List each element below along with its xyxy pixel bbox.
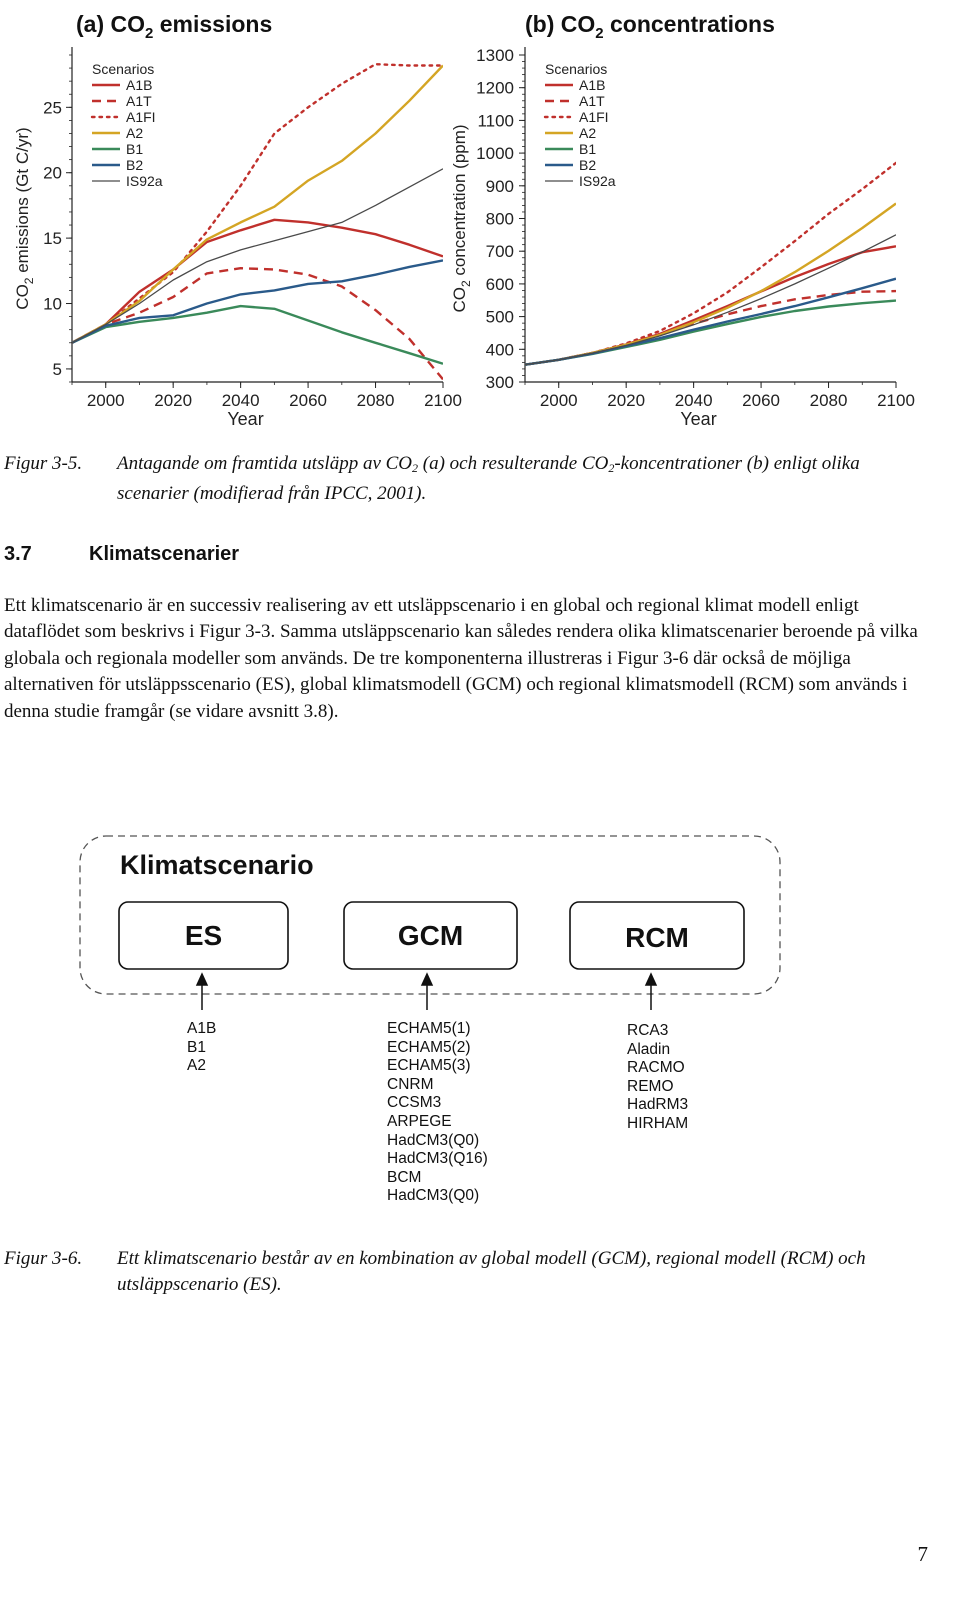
gcm-option: ECHAM5(3): [387, 1057, 471, 1075]
rcm-option: RACMO: [627, 1059, 685, 1077]
x-tick-label: 2040: [674, 391, 713, 410]
y-tick-label: 800: [485, 209, 514, 229]
x-tick-label: 2080: [356, 391, 395, 410]
y-tick-label: 15: [43, 229, 62, 249]
y-tick-label: 5: [52, 359, 62, 379]
series-line-is92a: [525, 235, 896, 365]
legend-label: IS92a: [126, 173, 163, 189]
rcm-option: Aladin: [627, 1040, 671, 1058]
x-tick-label: 2000: [539, 391, 578, 410]
gcm-option: ARPEGE: [387, 1112, 452, 1130]
x-tick-label: 2100: [424, 391, 462, 410]
y-tick-label: 1200: [476, 78, 514, 98]
rcm-option: HIRHAM: [627, 1114, 689, 1132]
legend-label: IS92a: [579, 173, 616, 189]
es-options-list: [187, 1020, 216, 1076]
gcm-label: GCM: [397, 919, 464, 951]
x-tick-label: 2000: [86, 391, 125, 410]
series-line-b1: [72, 306, 443, 364]
legend-label: A2: [579, 125, 597, 141]
series-line-b2: [525, 279, 896, 365]
chart-title: (b) $CO_2$ concentrations: [525, 11, 775, 42]
figure-3-5-caption-label: Figur 3-5.: [4, 453, 83, 474]
y-tick-label: 20: [43, 163, 62, 183]
figure-3-5-charts: [0, 0, 960, 440]
y-tick-label: 400: [485, 340, 514, 360]
rcm-label: RCM: [625, 921, 689, 953]
series-line-a2: [525, 204, 896, 365]
y-tick-label: 500: [485, 307, 514, 327]
y-tick-label: 1300: [476, 46, 514, 65]
gcm-arrowhead: [422, 974, 432, 985]
es-arrowhead: [197, 974, 207, 985]
rcm-arrowhead: [646, 974, 656, 985]
y-axis-label: $CO_2$ emissions (Gt C/yr): [13, 127, 36, 310]
body-paragraph: Ett klimatscenario är en successiv realisering av ett utsläppscenario i en global och regional klimat modell enligt dataflödet som beskrivs i Figur 3-3. Samma utsläppscenario kan således rendera olika klimatscenarier beroende på vilka globala och regionala modeller som används. De tre komponenterna illustreras i Figur 3-6 där också de möjliga alternativen för utsläppsscenario (ES), global klimatsmodell (GCM) och regional klimatsmodell (RCM) som används i denna studie framgår (se vidare avsnitt 3.8).: [4, 595, 918, 722]
figure-3-6-caption-label: Figur 3-6.: [4, 1248, 83, 1269]
legend-label: A1B: [579, 77, 606, 93]
gcm-option: CCSM3: [387, 1094, 442, 1112]
climate-scenario-diagram: [70, 830, 810, 1230]
legend-label: A1B: [126, 77, 153, 93]
concentration-chart: [450, 11, 915, 429]
legend-label: A1FI: [126, 109, 156, 125]
x-tick-label: 2060: [289, 391, 328, 410]
legend-label: B1: [126, 141, 144, 157]
rcm-options-list: [627, 1022, 688, 1134]
legend-label: A1T: [126, 93, 152, 109]
y-tick-label: 600: [485, 274, 514, 294]
rcm-option: RCA3: [627, 1022, 669, 1039]
es-label: ES: [184, 919, 223, 951]
x-tick-label: 2100: [877, 391, 915, 410]
y-tick-label: 10: [43, 294, 62, 314]
y-tick-label: 1000: [476, 144, 514, 164]
x-tick-label: 2080: [809, 391, 848, 410]
x-axis-label: Year: [227, 409, 264, 429]
x-tick-label: 2040: [221, 391, 260, 410]
y-axis-label: $CO_2$ concentration (ppm): [450, 124, 473, 313]
rcm-option: HadRM3: [627, 1096, 689, 1114]
gcm-options-list: [387, 1020, 488, 1206]
section-title: Klimatscenarier: [89, 543, 240, 565]
diagram-title: Klimatscenario: [120, 850, 314, 880]
gcm-option: ECHAM5(1): [387, 1020, 471, 1037]
legend-label: B1: [579, 141, 597, 157]
series-line-a1fi: [525, 163, 896, 365]
legend-label: B2: [579, 157, 597, 173]
gcm-option: ECHAM5(2): [387, 1038, 471, 1056]
gcm-option: CNRM: [387, 1075, 434, 1093]
gcm-option: BCM: [387, 1168, 422, 1186]
gcm-option: HadCM3(Q0): [387, 1131, 480, 1149]
page-number: 7: [917, 1542, 928, 1566]
section-number: 3.7: [4, 543, 32, 565]
legend-label: A2: [126, 125, 144, 141]
legend-title: Scenarios: [92, 61, 155, 77]
y-tick-label: 700: [485, 242, 514, 262]
legend-title: Scenarios: [545, 61, 608, 77]
x-tick-label: 2020: [607, 391, 646, 410]
es-option: A1B: [187, 1020, 217, 1037]
es-option: A2: [187, 1057, 206, 1075]
es-option: B1: [187, 1038, 206, 1056]
y-tick-label: 900: [485, 176, 514, 196]
y-tick-label: 25: [43, 98, 62, 118]
legend-label: A1T: [579, 93, 605, 109]
x-tick-label: 2020: [154, 391, 193, 410]
x-tick-label: 2060: [742, 391, 781, 410]
emissions-chart: [13, 11, 462, 429]
y-tick-label: 1100: [477, 111, 514, 131]
figure-3-5-caption: Antagande om framtida utsläpp av $CO_2$ (a) och resulterande $CO_2$-koncentrationer (b) enligt olika scenarier (modifierad från IPCC, 2001).: [117, 453, 860, 504]
gcm-option: HadCM3(Q16): [387, 1150, 488, 1168]
rcm-option: REMO: [627, 1077, 674, 1095]
chart-title: (a) $CO_2$ emissions: [76, 11, 273, 42]
x-axis-label: Year: [680, 409, 717, 429]
figure-3-6-caption: Ett klimatscenario består av en kombination av global modell (GCM), regional modell (RCM) och utsläppscenario (ES).: [117, 1248, 866, 1295]
gcm-option: HadCM3(Q0): [387, 1187, 480, 1205]
legend-label: B2: [126, 157, 144, 173]
legend-label: A1FI: [579, 109, 609, 125]
y-tick-label: 300: [485, 373, 514, 392]
